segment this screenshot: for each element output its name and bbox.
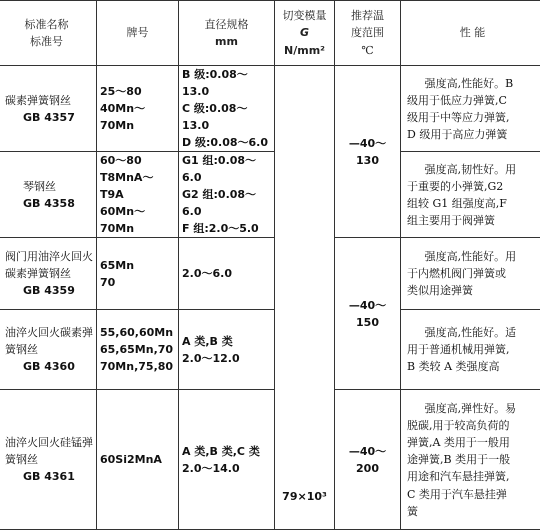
standard-name: 油淬火回火碳素弹簧钢丝 xyxy=(5,324,93,358)
performance-text: 用途和汽车悬挂弹簧, xyxy=(407,468,540,485)
performance-text: 组较 G1 组强度高,F xyxy=(407,195,540,212)
performance-text: 用于普通机械用弹簧, xyxy=(407,341,540,358)
table-row xyxy=(0,238,540,310)
grade-cell xyxy=(97,238,179,310)
standard-cell xyxy=(0,310,97,390)
header-diameter xyxy=(179,1,275,66)
diameter-cell xyxy=(179,390,275,530)
diameter-value: G2 组:0.08～6.0 xyxy=(182,186,271,220)
diameter-cell xyxy=(179,152,275,238)
performance-text: C 类用于汽车悬挂弹 xyxy=(407,486,540,503)
header-temperature xyxy=(335,1,401,66)
performance-cell xyxy=(401,66,540,152)
performance-text: D 级用于高应力弹簧 xyxy=(407,126,540,143)
diameter-value: G1 组:0.08～6.0 xyxy=(182,152,271,186)
diameter-value: B 级:0.08～13.0 xyxy=(182,66,271,100)
standard-name: 阀门用油淬火回火碳素弹簧钢丝 xyxy=(5,248,93,282)
header-row xyxy=(0,1,540,66)
modulus-value: 79×10³ xyxy=(282,490,327,503)
performance-text: 强度高,性能好。用 xyxy=(407,248,540,265)
performance-cell xyxy=(401,310,540,390)
grade-value: 65Mn xyxy=(100,257,175,274)
performance-text: 强度高,性能好。适 xyxy=(407,324,540,341)
temperature-cell xyxy=(335,390,401,530)
performance-text: 组主要用于阀弹簧 xyxy=(407,212,540,229)
performance-text: 级用于低应力弹簧,C xyxy=(407,92,540,109)
header-grade: 牌号 xyxy=(97,1,179,66)
header-modulus-symbol: G xyxy=(278,24,331,41)
header-standard-number: 标准号 xyxy=(0,33,93,50)
performance-text: 级用于中等应力弹簧, xyxy=(407,109,540,126)
grade-cell xyxy=(97,390,179,530)
header-standard-name: 标准名称 xyxy=(0,16,93,33)
header-modulus-unit: N/mm² xyxy=(278,42,331,59)
temperature-value: —40～130 xyxy=(349,137,386,167)
temperature-cell xyxy=(335,238,401,390)
table-row xyxy=(0,310,540,390)
header-temperature-line2: 度范围 xyxy=(338,24,397,41)
grade-value: 65,65Mn,70 xyxy=(100,341,175,358)
performance-text: 脱碳,用于较高负荷的 xyxy=(407,417,540,434)
header-performance: 性 能 xyxy=(401,1,540,66)
header-diameter-unit: mm xyxy=(182,33,271,50)
temperature-cell xyxy=(335,66,401,238)
standard-number: GB 4361 xyxy=(5,468,93,485)
performance-text: 于重要的小弹簧,G2 xyxy=(407,178,540,195)
grade-value: 60～80 xyxy=(100,152,175,169)
standard-cell xyxy=(0,238,97,310)
diameter-cell xyxy=(179,66,275,152)
grade-value: 60Mn～70Mn xyxy=(100,203,175,237)
grade-cell xyxy=(97,310,179,390)
header-temperature-unit: ℃ xyxy=(338,42,397,59)
standard-number: GB 4359 xyxy=(5,282,93,299)
performance-text: 强度高,性能好。B xyxy=(407,75,540,92)
grade-value: 60Si2MnA xyxy=(100,451,175,468)
standard-cell xyxy=(0,66,97,152)
standard-cell xyxy=(0,390,97,530)
grade-value: T8MnA～T9A xyxy=(100,169,175,203)
temperature-value: —40～200 xyxy=(349,445,386,475)
standard-name: 油淬火回火硅锰弹簧钢丝 xyxy=(5,434,93,468)
diameter-cell xyxy=(179,238,275,310)
header-temperature-line1: 推荐温 xyxy=(338,7,397,24)
header-standard xyxy=(0,1,97,66)
grade-cell xyxy=(97,66,179,152)
performance-cell xyxy=(401,152,540,238)
table-row xyxy=(0,390,540,530)
table-row xyxy=(0,66,540,152)
header-modulus xyxy=(275,1,335,66)
standard-cell xyxy=(0,152,97,238)
diameter-value: F 组:2.0～5.0 xyxy=(182,220,271,237)
diameter-value: 2.0～14.0 xyxy=(182,460,271,477)
diameter-cell xyxy=(179,310,275,390)
standard-number: GB 4357 xyxy=(5,109,93,126)
modulus-cell xyxy=(275,66,335,530)
grade-value: 55,60,60Mn xyxy=(100,324,175,341)
performance-text: B 类较 A 类强度高 xyxy=(407,358,540,375)
performance-text: 类似用途弹簧 xyxy=(407,282,540,299)
diameter-value: A 类,B 类,C 类 xyxy=(182,443,271,460)
grade-value: 25～80 xyxy=(100,83,175,100)
diameter-value: 2.0～6.0 xyxy=(182,265,271,282)
diameter-value: D 级:0.08～6.0 xyxy=(182,134,271,151)
grade-value: 40Mn～70Mn xyxy=(100,100,175,134)
diameter-value: A 类,B 类 xyxy=(182,333,271,350)
standard-number: GB 4360 xyxy=(5,358,93,375)
diameter-value: 2.0～12.0 xyxy=(182,350,271,367)
standard-number: GB 4358 xyxy=(5,195,93,212)
temperature-value: —40～150 xyxy=(349,299,386,329)
standard-name: 琴钢丝 xyxy=(5,178,93,195)
performance-text: 于内燃机阀门弹簧或 xyxy=(407,265,540,282)
header-modulus-label: 切变模量 xyxy=(278,7,331,24)
standard-name: 碳素弹簧钢丝 xyxy=(5,92,93,109)
grade-cell xyxy=(97,152,179,238)
diameter-value: C 级:0.08～13.0 xyxy=(182,100,271,134)
grade-value: 70Mn,75,80 xyxy=(100,358,175,375)
performance-text: 强度高,弹性好。易 xyxy=(407,400,540,417)
performance-text: 途弹簧,B 类用于一般 xyxy=(407,451,540,468)
performance-text: 簧 xyxy=(407,503,540,520)
performance-cell xyxy=(401,390,540,530)
performance-cell xyxy=(401,238,540,310)
header-diameter-label: 直径规格 xyxy=(182,16,271,33)
performance-text: 强度高,韧性好。用 xyxy=(407,161,540,178)
table-row xyxy=(0,152,540,238)
grade-value: 70 xyxy=(100,274,175,291)
performance-text: 弹簧,A 类用于一般用 xyxy=(407,434,540,451)
